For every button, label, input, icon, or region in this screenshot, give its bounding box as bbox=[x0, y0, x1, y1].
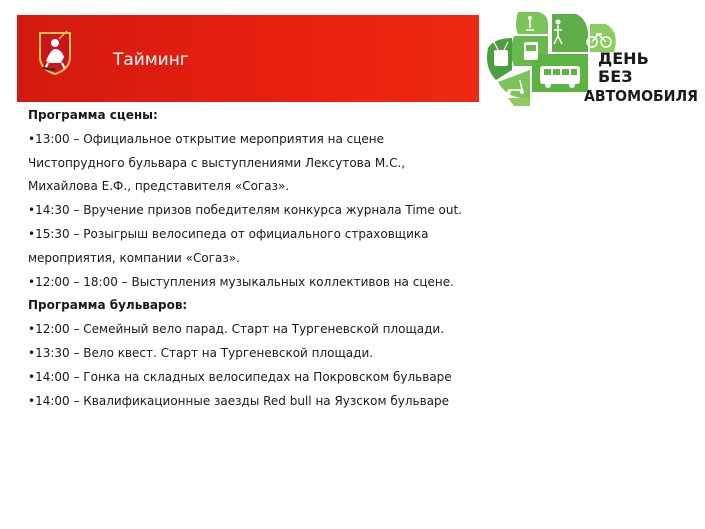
stage-program-item: •15:30 – Розыгрыш велосипеда от официального страховщика мероприятия, компании «Согаз». bbox=[28, 226, 429, 265]
header-bar bbox=[17, 15, 479, 102]
item-text: 14:00 – Гонка на складных велосипедах на Покровском бульваре bbox=[35, 369, 452, 384]
item-text: 12:00 – Семейный вело парад. Старт на Тургеневской площади. bbox=[35, 322, 445, 337]
day-without-car-logo bbox=[478, 12, 703, 108]
boulevard-program-item: •12:00 – Семейный вело парад. Старт на Тургеневской площади. bbox=[28, 322, 445, 337]
logo-line-3: АВТОМОБИЛЯ bbox=[584, 87, 698, 105]
item-text: 13:30 – Вело квест. Старт на Тургеневской площади. bbox=[35, 345, 374, 360]
boulevard-program-item: •13:30 – Вело квест. Старт на Тургеневской площади. bbox=[28, 345, 374, 360]
item-text: 14:00 – Квалификационные заезды Red bull на Яузском бульваре bbox=[35, 393, 449, 408]
stage-program-item: •13:00 – Официальное открытие мероприятия на сцене Чистопрудного бульвара с выступлениями Лексутова М.С., Михайлова Е.Ф., представителя «Согаз». bbox=[28, 131, 406, 194]
program-content bbox=[28, 104, 478, 413]
boulevard-program-item: •14:00 – Квалификационные заезды Red bull на Яузском бульваре bbox=[28, 393, 449, 408]
moscow-coat-of-arms-icon bbox=[37, 27, 73, 75]
item-text: 14:30 – Вручение призов победителям конкурса журнала Time out. bbox=[35, 203, 463, 218]
logo-line-1: ДЕНЬ bbox=[598, 49, 649, 68]
item-text: 15:30 – Розыгрыш велосипеда от официального страховщика мероприятия, компании «Согаз». bbox=[28, 226, 429, 265]
logo-line-2: БЕЗ bbox=[598, 67, 633, 86]
stage-program-item: •14:30 – Вручение призов победителям конкурса журнала Time out. bbox=[28, 203, 463, 218]
boulevard-program-item: •14:00 – Гонка на складных велосипедах на Покровском бульваре bbox=[28, 369, 452, 384]
tram-icon bbox=[524, 42, 538, 60]
stage-program-item: •12:00 – 18:00 – Выступления музыкальных коллективов на сцене. bbox=[28, 274, 454, 289]
stage-program-heading: Программа сцены: bbox=[28, 108, 158, 122]
item-text: 12:00 – 18:00 – Выступления музыкальных коллективов на сцене. bbox=[35, 274, 454, 289]
page-title: Тайминг bbox=[113, 50, 189, 70]
item-text: 13:00 – Официальное открытие мероприятия на сцене Чистопрудного бульвара с выступлениями Лексутова М.С., Михайлова Е.Ф., представителя «Согаз». bbox=[28, 131, 406, 194]
boulevard-program-heading: Программа бульваров: bbox=[28, 298, 188, 313]
